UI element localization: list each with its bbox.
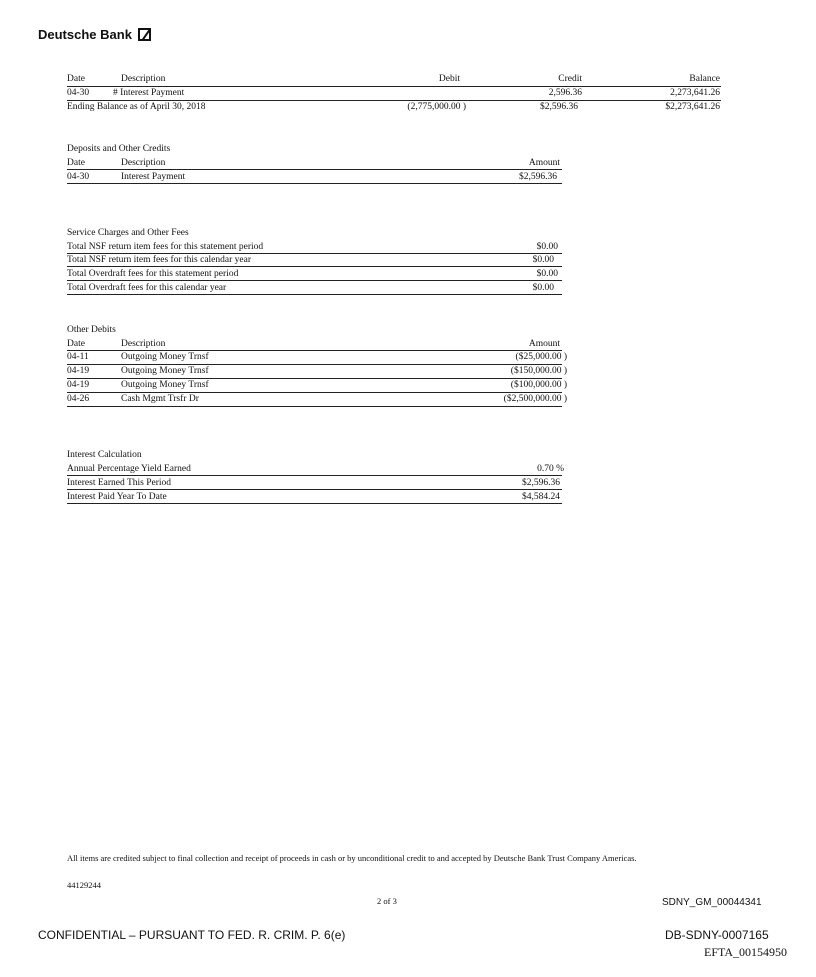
fee-label: Total NSF return item fees for this statement period [67,242,264,252]
ending-balance: $2,273,641.26 [665,102,720,112]
debit-description: Outgoing Money Trnsf [121,352,209,362]
fee-label: Total NSF return item fees for this calendar year [67,255,251,265]
header-description: Description [121,74,166,84]
deposit-description: Interest Payment [121,172,186,182]
divider [67,266,562,267]
interest-label: Interest Earned This Period [67,478,172,488]
debit-amount: ($100,000.00 ) [510,380,567,390]
fee-amount: $0.00 [532,255,554,265]
ending-debit: (2,775,000.00 ) [407,102,466,112]
debit-date: 04-11 [67,352,89,362]
debit-amount: ($150,000.00 ) [510,366,567,376]
header-description: Description [121,339,166,349]
summary-balance: 2,273,641.26 [670,88,720,98]
header-description: Description [121,158,166,168]
divider [67,475,562,476]
interest-label: Interest Paid Year To Date [67,492,167,502]
section-title: Deposits and Other Credits [67,144,171,154]
page-number: 2 of 3 [377,896,397,906]
section-title: Other Debits [67,325,116,335]
header-balance: Balance [689,74,720,84]
divider [67,294,562,295]
section-title: Service Charges and Other Fees [67,228,189,238]
debit-date: 04-26 [67,394,90,404]
debit-amount: ($25,000.00 ) [515,352,567,362]
divider [67,489,562,490]
divider [67,503,562,504]
divider [67,183,562,184]
divider [67,280,562,281]
confidential-notice: CONFIDENTIAL – PURSUANT TO FED. R. CRIM. P. 6(e) [38,928,346,942]
interest-label: Annual Percentage Yield Earned [67,464,191,474]
interest-amount: $2,596.36 [522,478,560,488]
divider [67,169,562,170]
header-amount: Amount [528,339,560,349]
fee-label: Total Overdraft fees for this statement period [67,269,239,279]
divider [67,406,562,407]
debit-description: Outgoing Money Trnsf [121,366,209,376]
db-document-number: DB-SDNY-0007165 [665,928,769,942]
header-date: Date [67,158,85,168]
debit-date: 04-19 [67,366,90,376]
header-debit: Debit [438,74,460,84]
bank-name: Deutsche Bank [38,27,132,42]
header-date: Date [67,74,85,84]
header-date: Date [67,339,85,349]
fee-amount: $0.00 [536,242,558,252]
debit-date: 04-19 [67,380,90,390]
header-amount: Amount [528,158,560,168]
ending-credit: $2,596.36 [540,102,578,112]
efta-number: EFTA_00154950 [704,945,788,959]
deutsche-bank-slash-icon [138,28,151,41]
footer-note: All items are credited subject to final collection and receipt of proceeds in cash or by unconditional credit to and accepted by Deutsche Bank Trust Company Americas. [67,853,637,863]
bates-number: SDNY_GM_00044341 [662,897,762,908]
summary-description: # Interest Payment [113,88,185,98]
deutsche-bank-logo [38,27,151,42]
debit-description: Outgoing Money Trnsf [121,380,209,390]
ending-balance-label: Ending Balance as of April 30, 2018 [67,102,206,112]
fee-amount: $0.00 [532,283,554,293]
summary-date: 04-30 [67,88,90,98]
deposit-amount: $2,596.36 [519,172,557,182]
debit-amount: ($2,500,000.00 ) [503,394,567,404]
deposit-date: 04-30 [67,172,90,182]
section-title: Interest Calculation [67,450,142,460]
fee-amount: $0.00 [536,269,558,279]
header-credit: Credit [558,74,582,84]
account-reference: 44129244 [67,880,101,890]
fee-label: Total Overdraft fees for this calendar year [67,283,227,293]
debit-description: Cash Mgmt Trsfr Dr [121,394,199,404]
summary-credit: 2,596.36 [548,88,582,98]
interest-amount: 0.70 % [537,464,564,474]
interest-amount: $4,584.24 [522,492,560,502]
